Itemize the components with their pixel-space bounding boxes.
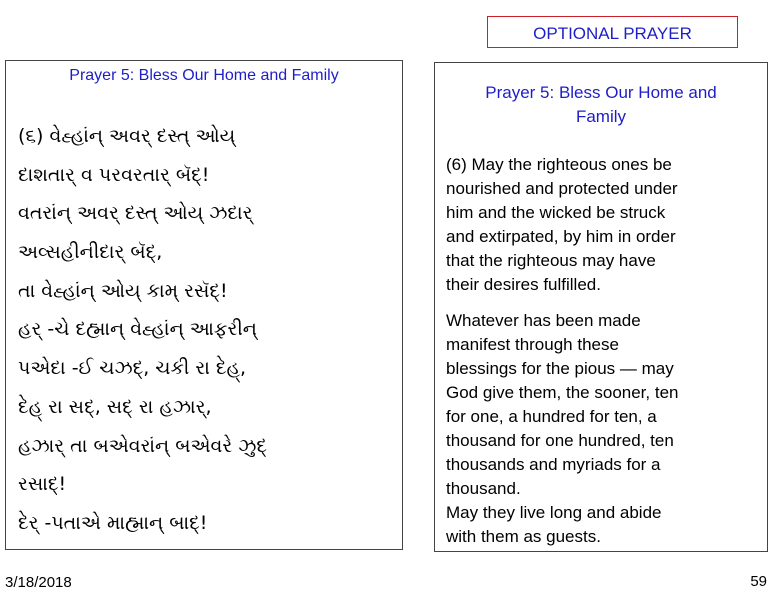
gujarati-line: વતરાંન્ અવર્ દસ્ત્ ઓય્ ઝદાર્ [18,202,253,225]
paragraph-gap [446,297,761,309]
translation-line: blessings for the pious — may [446,359,674,378]
translation-line: nourished and protected under [446,179,678,198]
translation-line: thousand for one hundred, ten [446,431,674,450]
gujarati-line: દાશતાર્ વ પરવરતાર્ બૅદ્! [18,163,210,186]
gujarati-line: દેર્ -પતાએ માહ્માન્ બાદ્! [18,511,208,534]
footer-date: 3/18/2018 [5,574,72,591]
gujarati-line: રસાદ્! [18,473,67,496]
translation-line: thousands and myriads for a [446,455,661,474]
english-translation [446,153,761,549]
translation-line: that the righteous may have [446,251,656,270]
gujarati-line: તા વેહ્હાંન્ ઓય્ કામ્ રસૅદ્! [18,279,228,302]
translation-line: Whatever has been made [446,311,641,330]
gujarati-line: હઝાર્ તા બએવરાંન્ બએવરે ઝુદ્ [18,434,268,457]
gujarati-panel-heading: Prayer 5: Bless Our Home and Family [69,67,339,84]
translation-line: him and the wicked be struck [446,203,666,222]
page-title: OPTIONAL PRAYER [533,24,692,43]
translation-line: manifest through these [446,335,619,354]
translation-line: their desires fulfilled. [446,275,601,294]
translation-line: with them as guests. [446,527,601,546]
gujarati-line: દેહ્ રા સદ્, સદ્ રા હઝાર્, [18,395,212,418]
english-heading-line: Family [575,107,627,126]
english-heading-line: Prayer 5: Bless Our Home and [485,83,717,102]
english-panel-heading [435,81,767,129]
translation-line: and extirpated, by him in order [446,227,676,246]
gujarati-line: (૬) વેહ્હાંન્ અવર્ દસ્ત્ ઓય્ [18,125,236,147]
translation-line: God give them, the sooner, ten [446,383,679,402]
gujarati-panel [5,60,403,550]
translation-line: May they live long and abide [446,503,662,522]
english-panel [434,62,768,552]
translation-line: thousand. [446,479,521,498]
translation-line: (6) May the righteous ones be [446,155,672,174]
translation-line: for one, a hundred for ten, a [446,407,657,426]
gujarati-line: અવ્સહીનીદાર્ બૅદ્, [18,241,163,264]
page-number: 59 [750,573,767,590]
header-box [487,16,738,48]
gujarati-text [18,117,398,543]
gujarati-line: પએદા -ઈ ચઝદ્, ચકી રા દેહ્, [18,357,247,380]
gujarati-line: હર્ -ચે દહ્માન્ વેહ્હાંન્ આફરીન્ [18,318,257,341]
